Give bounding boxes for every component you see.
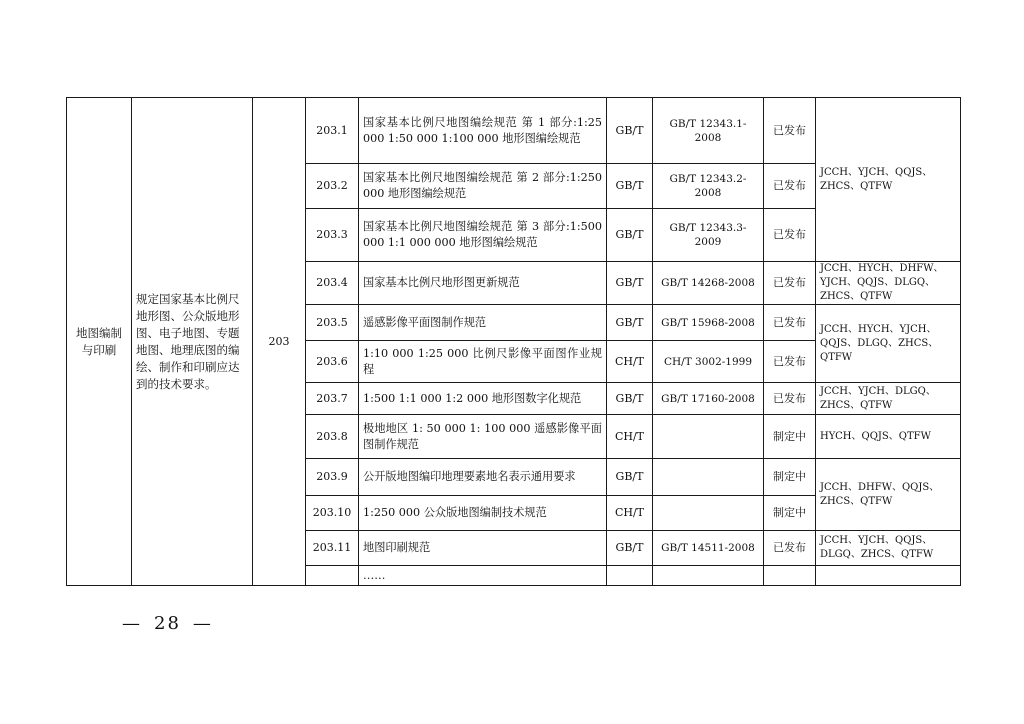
- row-number: 203.3: [306, 209, 359, 262]
- row-number: 203.1: [306, 98, 359, 164]
- standard-status: 制定中: [764, 415, 816, 459]
- row-number: 203.5: [306, 305, 359, 341]
- standard-status: 制定中: [764, 496, 816, 531]
- standard-name: 公开版地图编印地理要素地名表示通用要求: [359, 459, 607, 496]
- standard-status: 已发布: [764, 341, 816, 383]
- standard-type: GB/T: [607, 305, 653, 341]
- standard-status: 制定中: [764, 459, 816, 496]
- standard-number: [653, 496, 764, 531]
- standard-status: [764, 566, 816, 586]
- standard-type: GB/T: [607, 209, 653, 262]
- page-number-dash-right: —: [192, 613, 213, 634]
- page-number: [116, 613, 219, 634]
- scope-codes: HYCH、QQJS、QTFW: [816, 415, 961, 459]
- standard-type: GB/T: [607, 262, 653, 305]
- standards-table: [66, 97, 961, 586]
- standard-type: CH/T: [607, 341, 653, 383]
- scope-codes: [816, 566, 961, 586]
- standard-status: 已发布: [764, 531, 816, 566]
- standard-number: GB/T 12343.2-2008: [653, 164, 764, 209]
- row-number: 203.6: [306, 341, 359, 383]
- standard-number: CH/T 3002-1999: [653, 341, 764, 383]
- standard-status: 已发布: [764, 305, 816, 341]
- page-number-dash-left: —: [122, 613, 142, 634]
- standard-number: [653, 415, 764, 459]
- standard-type: CH/T: [607, 496, 653, 531]
- table-row: [67, 98, 961, 164]
- standard-number: GB/T 17160-2008: [653, 383, 764, 415]
- row-number: 203.2: [306, 164, 359, 209]
- standard-type: GB/T: [607, 164, 653, 209]
- standard-status: 已发布: [764, 98, 816, 164]
- standard-status: 已发布: [764, 383, 816, 415]
- standard-name: 1:250 000 公众版地图编制技术规范: [359, 496, 607, 531]
- scope-codes: JCCH、YJCH、QQJS、DLGQ、ZHCS、QTFW: [816, 531, 961, 566]
- standard-name: ……: [359, 566, 607, 586]
- row-number: 203.8: [306, 415, 359, 459]
- standard-type: [607, 566, 653, 586]
- row-number: [306, 566, 359, 586]
- standard-name: 地图印刷规范: [359, 531, 607, 566]
- standard-name: 国家基本比例尺地形图更新规范: [359, 262, 607, 305]
- standard-status: 已发布: [764, 209, 816, 262]
- standard-type: GB/T: [607, 383, 653, 415]
- row-number: 203.4: [306, 262, 359, 305]
- scope-codes: JCCH、YJCH、DLGQ、ZHCS、QTFW: [816, 383, 961, 415]
- standard-status: 已发布: [764, 164, 816, 209]
- row-number: 203.9: [306, 459, 359, 496]
- scope-codes: JCCH、HYCH、YJCH、QQJS、DLGQ、ZHCS、QTFW: [816, 305, 961, 383]
- standard-type: GB/T: [607, 98, 653, 164]
- row-number: 203.10: [306, 496, 359, 531]
- standard-name: 极地地区 1: 50 000 1: 100 000 遥感影像平面图制作规范: [359, 415, 607, 459]
- standard-type: GB/T: [607, 531, 653, 566]
- scope-codes: JCCH、HYCH、DHFW、YJCH、QQJS、DLGQ、ZHCS、QTFW: [816, 262, 961, 305]
- scope-codes: JCCH、YJCH、QQJS、ZHCS、QTFW: [816, 98, 961, 262]
- description-cell: 规定国家基本比例尺地形图、公众版地形图、电子地图、专题地图、地理底图的编绘、制作和印刷应达到的技术要求。: [132, 98, 253, 586]
- field-cell: 地图编制与印刷: [67, 98, 132, 586]
- standard-name: 1:500 1:1 000 1:2 000 地形图数字化规范: [359, 383, 607, 415]
- standard-name: 国家基本比例尺地图编绘规范 第 1 部分:1:25 000 1:50 000 1:100 000 地形图编绘规范: [359, 98, 607, 164]
- standard-number: [653, 459, 764, 496]
- row-number: 203.11: [306, 531, 359, 566]
- row-number: 203.7: [306, 383, 359, 415]
- standard-number: [653, 566, 764, 586]
- standard-number: GB/T 15968-2008: [653, 305, 764, 341]
- standard-name: 国家基本比例尺地图编绘规范 第 2 部分:1:250 000 地形图编绘规范: [359, 164, 607, 209]
- standard-number: GB/T 12343.3-2009: [653, 209, 764, 262]
- standard-type: GB/T: [607, 459, 653, 496]
- page-number-value: 28: [154, 613, 181, 634]
- standard-number: GB/T 14268-2008: [653, 262, 764, 305]
- standard-number: GB/T 12343.1-2008: [653, 98, 764, 164]
- standard-name: 国家基本比例尺地图编绘规范 第 3 部分:1:500 000 1:1 000 000 地形图编绘规范: [359, 209, 607, 262]
- standard-type: CH/T: [607, 415, 653, 459]
- scope-codes: JCCH、DHFW、QQJS、ZHCS、QTFW: [816, 459, 961, 531]
- standard-name: 1:10 000 1:25 000 比例尺影像平面图作业规程: [359, 341, 607, 383]
- standard-status: 已发布: [764, 262, 816, 305]
- standard-number: GB/T 14511-2008: [653, 531, 764, 566]
- group-code-cell: 203: [253, 98, 306, 586]
- standard-name: 遥感影像平面图制作规范: [359, 305, 607, 341]
